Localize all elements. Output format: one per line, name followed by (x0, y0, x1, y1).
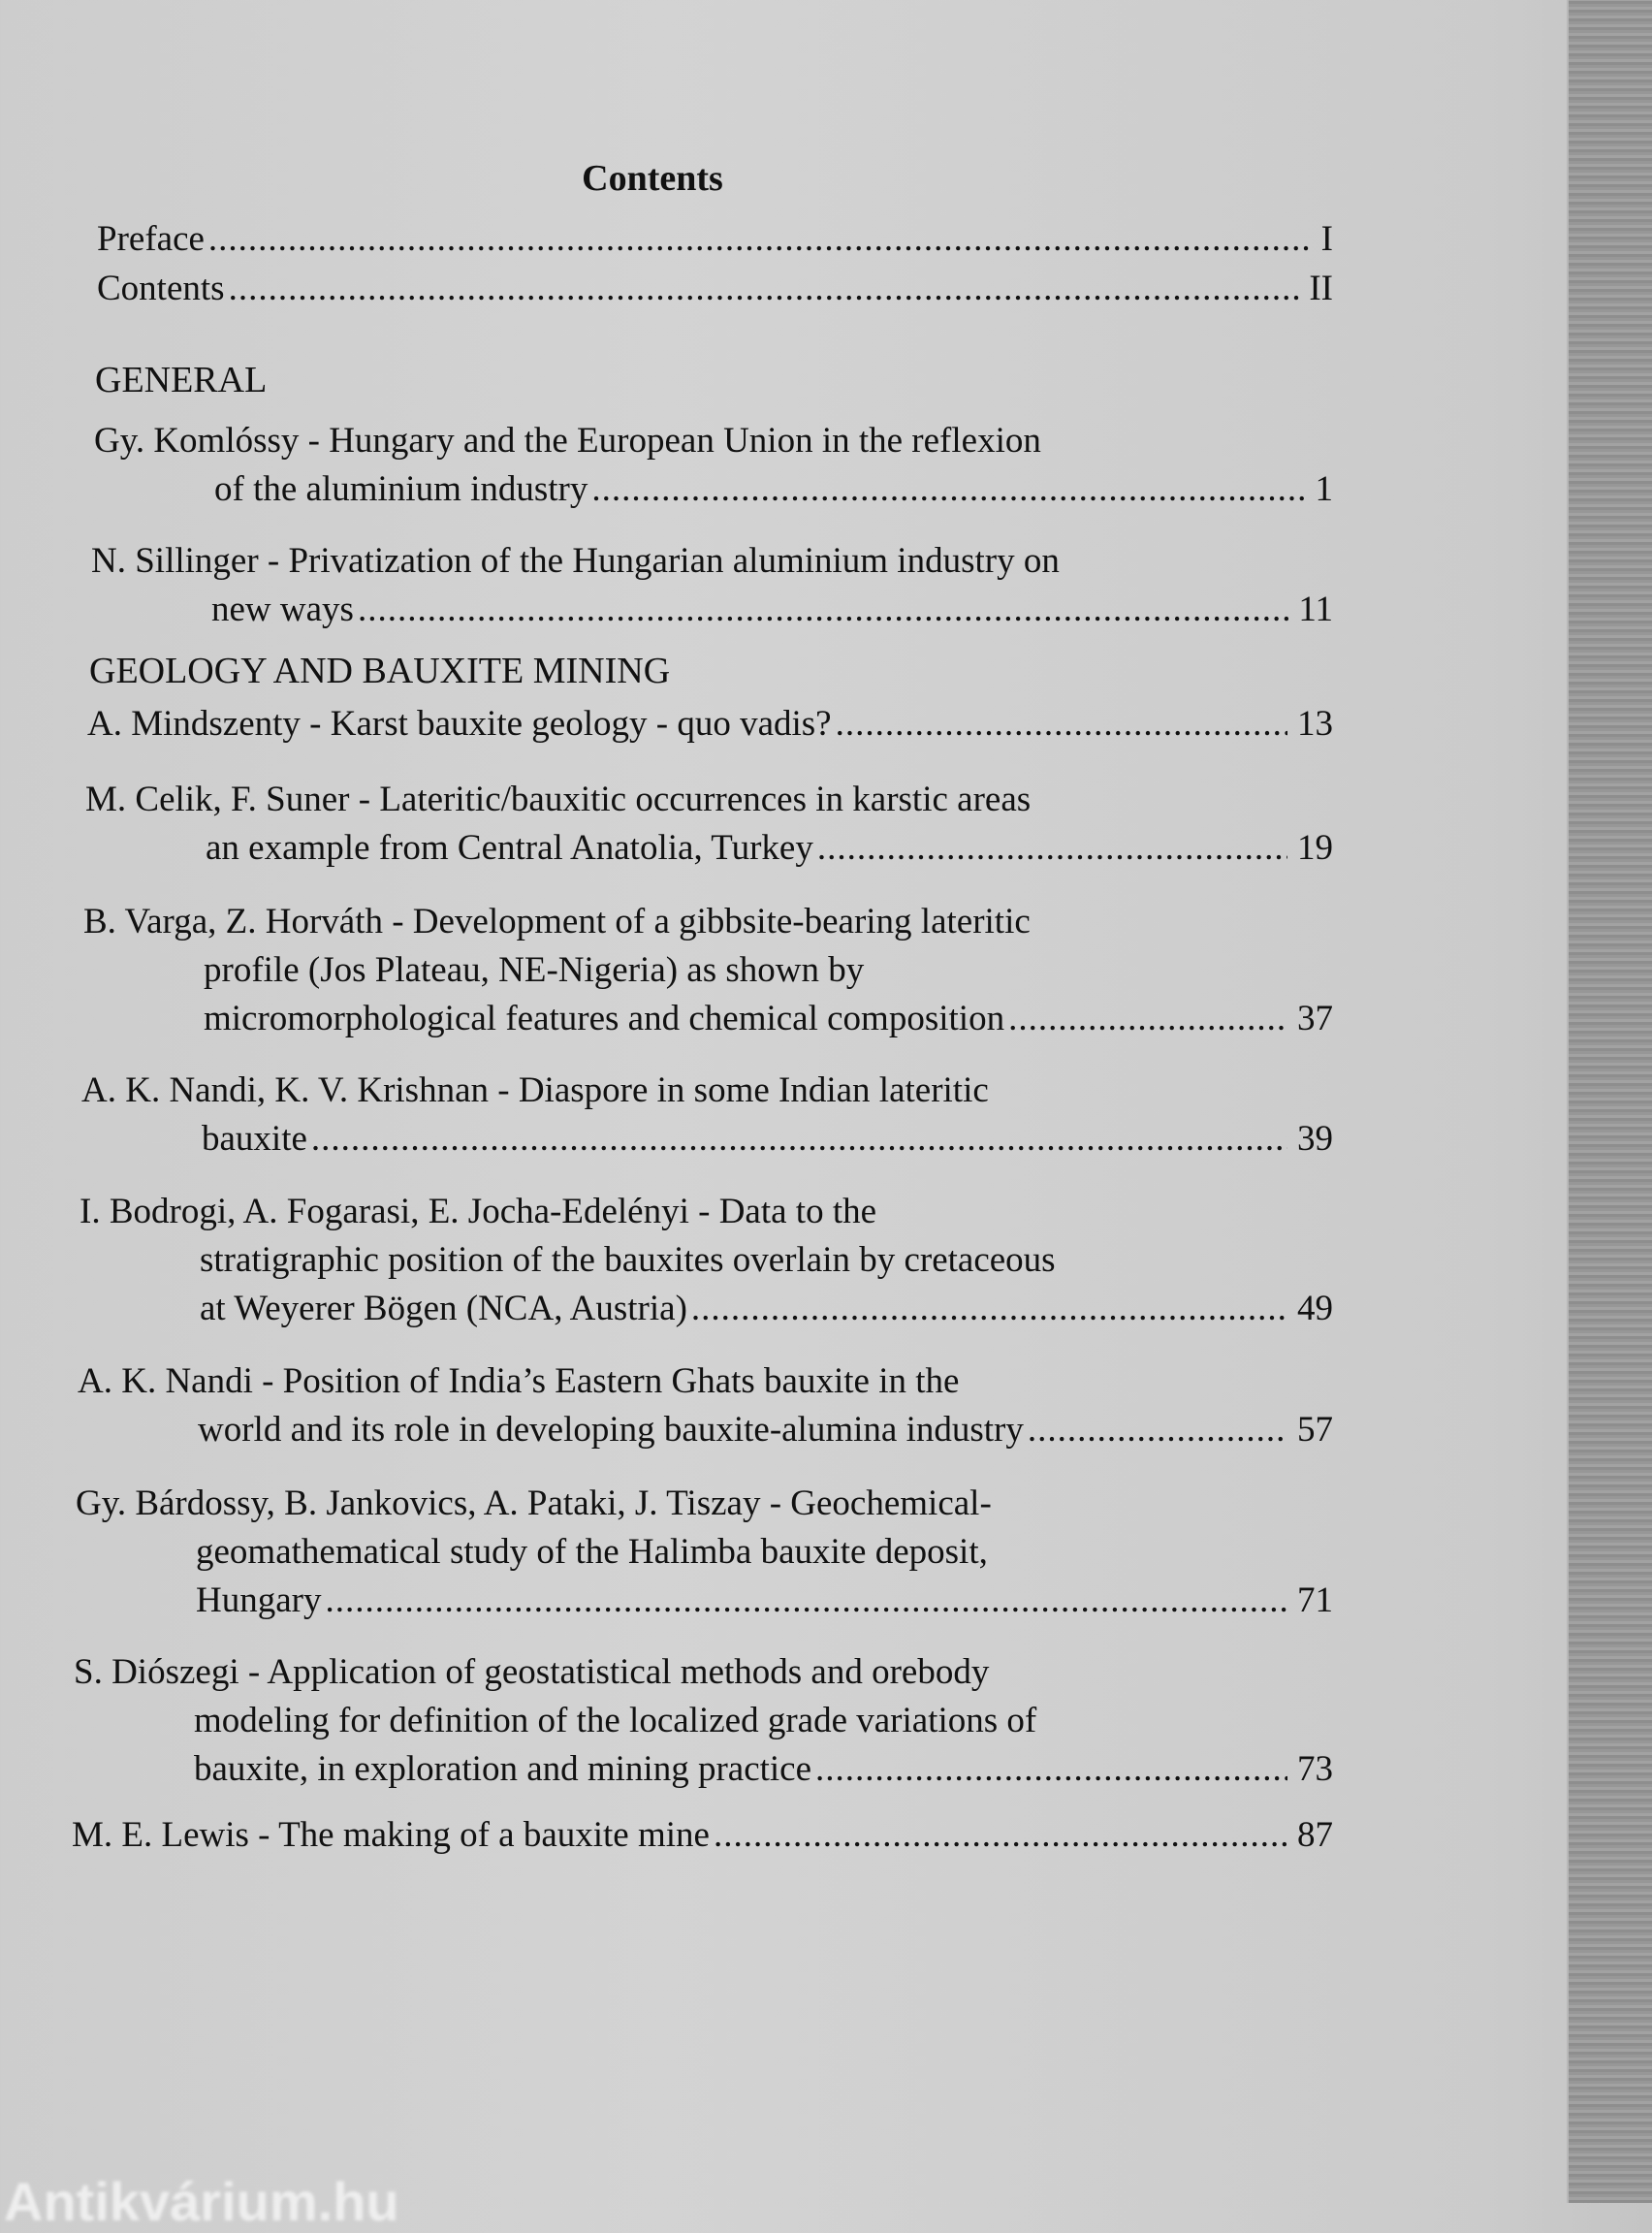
toc-entry (76, 1480, 1333, 1625)
entry-text: B. Varga, Z. Horváth - Development of a gibbsite-bearing lateritic (83, 902, 1031, 941)
page-number: 13 (1297, 704, 1333, 744)
dot-leader (817, 824, 1287, 873)
toc-line (94, 465, 1333, 514)
toc-line (85, 824, 1333, 873)
watermark: Antikvárium.hu (4, 2171, 399, 2232)
entry-text: an example from Central Anatolia, Turkey (206, 828, 813, 868)
dot-leader (691, 1285, 1287, 1333)
page-number: 71 (1297, 1580, 1333, 1620)
entry-text: modeling for definition of the localized grade variations of (194, 1701, 1037, 1740)
toc-entry (79, 1188, 1333, 1333)
entry-text: Preface (97, 219, 205, 259)
toc-line (76, 1480, 1333, 1528)
toc-entry (78, 1357, 1333, 1454)
entry-text: micromorphological features and chemical composition (204, 999, 1005, 1038)
adjacent-page-edge (1567, 0, 1652, 2203)
entry-text: of the aluminium industry (214, 469, 588, 509)
toc-line (79, 1236, 1333, 1285)
toc-entry (94, 417, 1333, 514)
toc-line (76, 1528, 1333, 1577)
entry-text: Gy. Bárdossy, B. Jankovics, A. Pataki, J. Tiszay - Geochemical- (76, 1483, 992, 1523)
toc-line (78, 1406, 1333, 1454)
entry-text: A. Mindszenty - Karst bauxite geology - quo vadis? (87, 704, 832, 744)
toc-entry (97, 215, 1333, 264)
entry-text: Gy. Komlóssy - Hungary and the European Union in the reflexion (94, 421, 1041, 461)
toc-line (81, 1115, 1333, 1164)
toc-entry (81, 1067, 1333, 1164)
section-heading: GEOLOGY AND BAUXITE MINING (89, 651, 671, 691)
entry-text: A. K. Nandi, K. V. Krishnan - Diaspore in some Indian lateritic (81, 1070, 989, 1110)
entry-text: M. E. Lewis - The making of a bauxite mine (72, 1815, 710, 1855)
entry-text: profile (Jos Plateau, NE-Nigeria) as shown by (204, 950, 865, 990)
entry-text: new ways (211, 590, 354, 629)
entry-text: Hungary (196, 1580, 322, 1620)
page-number: 11 (1298, 590, 1333, 629)
dot-leader (208, 215, 1312, 264)
toc-line (79, 1285, 1333, 1333)
toc-line (81, 1067, 1333, 1115)
toc-line (97, 265, 1333, 313)
entry-text: stratigraphic position of the bauxites overlain by cretaceous (200, 1240, 1056, 1280)
entry-text: M. Celik, F. Suner - Lateritic/bauxitic occurrences in karstic areas (85, 780, 1032, 819)
toc-entry (83, 898, 1333, 1043)
toc-line (83, 898, 1333, 946)
entry-text: geomathematical study of the Halimba bauxite deposit, (196, 1532, 988, 1572)
dot-leader (714, 1811, 1287, 1860)
toc-entry (74, 1648, 1333, 1794)
toc-line (85, 776, 1333, 824)
dot-leader (229, 265, 1300, 313)
dot-leader (311, 1115, 1287, 1164)
page-number: 19 (1297, 828, 1333, 868)
entry-text: I. Bodrogi, A. Fogarasi, E. Jocha-Edelényi - Data to the (79, 1192, 877, 1231)
toc-line (74, 1648, 1333, 1697)
toc-line (83, 995, 1333, 1043)
toc-line (78, 1357, 1333, 1406)
page-number: 39 (1297, 1119, 1333, 1159)
dot-leader (1028, 1406, 1287, 1454)
entry-text: Contents (97, 269, 225, 308)
entry-text: world and its role in developing bauxite-alumina industry (198, 1410, 1024, 1450)
toc-line (72, 1811, 1333, 1860)
page-number: 49 (1297, 1289, 1333, 1328)
entry-text: bauxite (202, 1119, 307, 1159)
toc-line (74, 1745, 1333, 1794)
dot-leader (836, 700, 1287, 749)
entry-text: S. Diószegi - Application of geostatistical methods and orebody (74, 1652, 990, 1692)
toc-line (83, 946, 1333, 995)
page-number: II (1309, 269, 1333, 308)
page-number: I (1320, 219, 1333, 259)
dot-leader (815, 1745, 1287, 1794)
page-number: 73 (1297, 1749, 1333, 1789)
toc-line (94, 417, 1333, 465)
page-number: 37 (1297, 999, 1333, 1038)
dot-leader (1008, 995, 1287, 1043)
page-number: 1 (1315, 469, 1333, 509)
toc-line (91, 537, 1333, 586)
page-number: 87 (1297, 1815, 1333, 1855)
toc-line (79, 1188, 1333, 1236)
dot-leader (358, 586, 1288, 634)
entry-text: N. Sillinger - Privatization of the Hungarian aluminium industry on (91, 541, 1060, 581)
toc-line (97, 215, 1333, 264)
toc-line (76, 1577, 1333, 1625)
toc-entry (97, 265, 1333, 313)
entry-text: at Weyerer Bögen (NCA, Austria) (200, 1289, 687, 1328)
page-number: 57 (1297, 1410, 1333, 1450)
toc-line (91, 586, 1333, 634)
entry-text: A. K. Nandi - Position of India’s Eastern Ghats bauxite in the (78, 1361, 960, 1401)
toc-line (74, 1697, 1333, 1745)
toc-entry (91, 537, 1333, 634)
section-heading: GENERAL (95, 360, 268, 400)
page-title: Contents (582, 158, 723, 199)
toc-entry (72, 1811, 1333, 1860)
toc-entry (87, 700, 1333, 749)
toc-line (87, 700, 1333, 749)
dot-leader (325, 1577, 1287, 1625)
entry-text: bauxite, in exploration and mining practice (194, 1749, 812, 1789)
toc-entry (85, 776, 1333, 873)
dot-leader (591, 465, 1305, 514)
